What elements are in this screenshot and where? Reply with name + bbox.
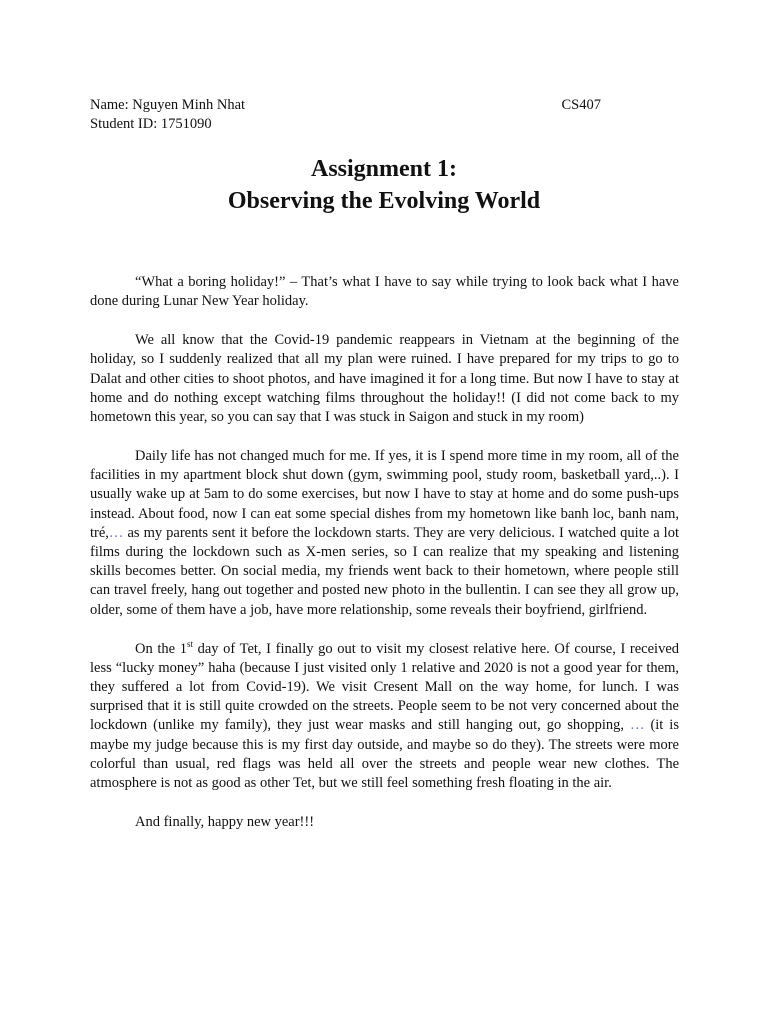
- paragraph-tet-day-part-2: day of Tet, I finally go out to visit my closest relative here. Of course, I received less “lucky money” haha (because I just visited only 1 relative and 2020 is not a good year for them, they suffered a lot from Covid-19). We visit Cresent Mall on the way home, for lunch. I was surprised that it is still quite crowded on the streets. People seem to be not very concerned about the lockdown (unlike my family), they just wear masks and still hanging out, go shopping,: [90, 640, 680, 734]
- ellipsis-mark: …: [108, 524, 124, 541]
- student-name: Name: Nguyen Minh Nhat: [90, 97, 246, 113]
- title-line-2: Observing the Evolving World: [227, 188, 541, 214]
- paragraph-daily-life: [90, 447, 679, 620]
- student-id: Student ID: 1751090: [90, 116, 212, 132]
- paragraph-tet-day: [90, 640, 679, 794]
- paragraph-daily-life-part-2: as my parents sent it before the lockdown starts. They are very delicious. I watched quite a lot films during the lockdown such as X-men series, so I can realize that my speaking and listening skills becomes better. On social media, my friends went back to their hometown, where people still can travel freely, hang out together and posted new photo in the bullentin. I can see they all grow up, older, some of them have a job, have more relationship, some reveals their boyfriend, girlfriend.: [90, 524, 679, 618]
- paragraph-closing: And finally, happy new year!!!: [135, 814, 315, 831]
- title-line-1: Assignment 1:: [310, 156, 457, 182]
- ellipsis-mark: …: [629, 717, 645, 734]
- paragraph-daily-life-part-1: Daily life has not changed much for me. If yes, it is I spend more time in my room, all of the facilities in my apartment block shut down (gym, swimming pool, study room, basketball yard,..). I usually wake up at 5am to do some exercises, but now I have to stay at home and do some push-ups instead. About food, now I can eat some special dishes from my hometown like banh loc, banh nam, tré,: [90, 448, 679, 541]
- course-code: CS407: [561, 97, 601, 113]
- document-header: [90, 96, 680, 134]
- paragraph-pandemic: We all know that the Covid-19 pandemic reappears in Vietnam at the beginning of the holiday, so I suddenly realized that all my plan were ruined. I have prepared for my trips to go to Dalat and other cities to shoot photos, and have imagined it for a long time. But now I have to stay at home and do nothing except watching films throughout the holiday!! (I did not come back to my hometown this year, so you can say that I was stuck in Saigon and stuck in my room): [90, 332, 679, 426]
- ordinal-superscript: st: [186, 638, 193, 649]
- document-title: [0, 153, 768, 217]
- document-body: [90, 273, 679, 852]
- paragraph-tet-day-part-1: On the 1: [135, 640, 187, 657]
- paragraph-intro: “What a boring holiday!” – That’s what I have to say while trying to look back what I have done during Lunar New Year holiday.: [90, 274, 679, 310]
- paragraph-tet-day-part-3: (it is maybe my judge because this is my first day outside, and maybe so do they). The streets were more colorful than usual, red flags was held all over the streets and people wear new clothes. The atmosphere is not as good as other Tet, but we still feel something fresh floating in the air.: [90, 717, 679, 792]
- header-row-name: [90, 96, 680, 115]
